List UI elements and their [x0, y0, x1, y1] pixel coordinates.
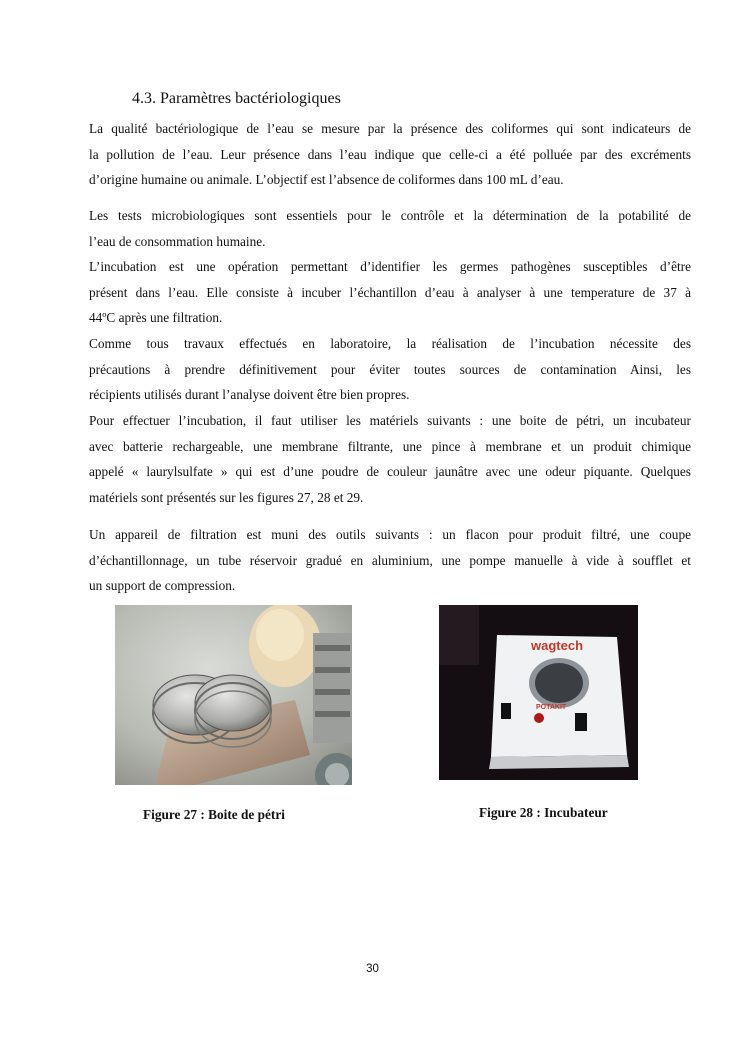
- paragraph-line: un support de compression.: [89, 578, 236, 594]
- paragraph-line: La qualité bactériologique de l’eau se mesure par la présence des coliformes qui sont indicateurs de: [89, 121, 691, 136]
- paragraph-1: [89, 116, 691, 193]
- paragraph-line: d’échantillonnage, un tube réservoir gradué en aluminium, une pompe manuelle à vide à soufflet et: [89, 552, 691, 568]
- device-model-text: POTAKIT: [536, 704, 567, 711]
- paragraph-6: [89, 522, 691, 599]
- paragraph-line: présent dans l’eau. Elle consiste à incuber l’échantillon d’eau à analyser à une temperature de 37 à: [89, 284, 691, 300]
- paragraph-line: matériels sont présentés sur les figures 27, 28 et 29.: [89, 490, 364, 506]
- incubator-illustration: [439, 605, 638, 780]
- paragraph-line: 44ºC après une filtration.: [89, 310, 223, 326]
- paragraph-5: [89, 408, 691, 511]
- paragraph-line: récipients utilisés durant l’analyse doivent être bien propres.: [89, 387, 410, 403]
- device-brand-text: wagtech: [531, 638, 584, 653]
- page-number: 30: [366, 963, 379, 975]
- paragraph-line: L’incubation est une opération permettant d’identifier les germes pathogènes susceptibles d’être: [89, 259, 691, 274]
- paragraph-line: l’eau de consommation humaine.: [89, 233, 266, 249]
- figure-27-caption: Figure 27 : Boite de pétri: [143, 807, 285, 822]
- petri-dish-illustration: [115, 605, 352, 785]
- paragraph-2: [89, 203, 691, 254]
- paragraph-line: Un appareil de filtration est muni des outils suivants : un flacon pour produit filtré, une coupe: [89, 527, 691, 542]
- incubator-photo: [439, 605, 638, 780]
- paragraph-4: [89, 331, 691, 408]
- paragraph-line: Comme tous travaux effectués en laboratoire, la réalisation de l’incubation nécessite des: [89, 336, 691, 351]
- paragraph-line: Pour effectuer l’incubation, il faut utiliser les matériels suivants : une boite de pétri, un incubateur: [89, 413, 691, 428]
- section-heading: 4.3. Paramètres bactériologiques: [132, 90, 341, 107]
- paragraph-line: appelé « laurylsulfate » qui est d’une poudre de couleur jaunâtre avec une odeur piquante. Quelques: [89, 464, 691, 480]
- paragraph-line: la pollution de l’eau. Leur présence dans l’eau indique que celle-ci a été polluée par des excréments: [89, 146, 691, 162]
- paragraph-3: [89, 254, 691, 331]
- paragraph-line: avec batterie rechargeable, une membrane filtrante, une pince à membrane et un produit chimique: [89, 438, 691, 454]
- paragraph-line: d’origine humaine ou animale. L’objectif est l’absence de coliformes dans 100 mL d’eau.: [89, 172, 564, 188]
- petri-dish-photo: [115, 605, 352, 785]
- paragraph-line: précautions à prendre définitivement pour éviter toutes sources de contamination Ainsi, les: [89, 361, 691, 377]
- figure-28-caption: Figure 28 : Incubateur: [479, 805, 608, 820]
- paragraph-line: Les tests microbiologiques sont essentiels pour le contrôle et la détermination de la potabilité de: [89, 208, 691, 223]
